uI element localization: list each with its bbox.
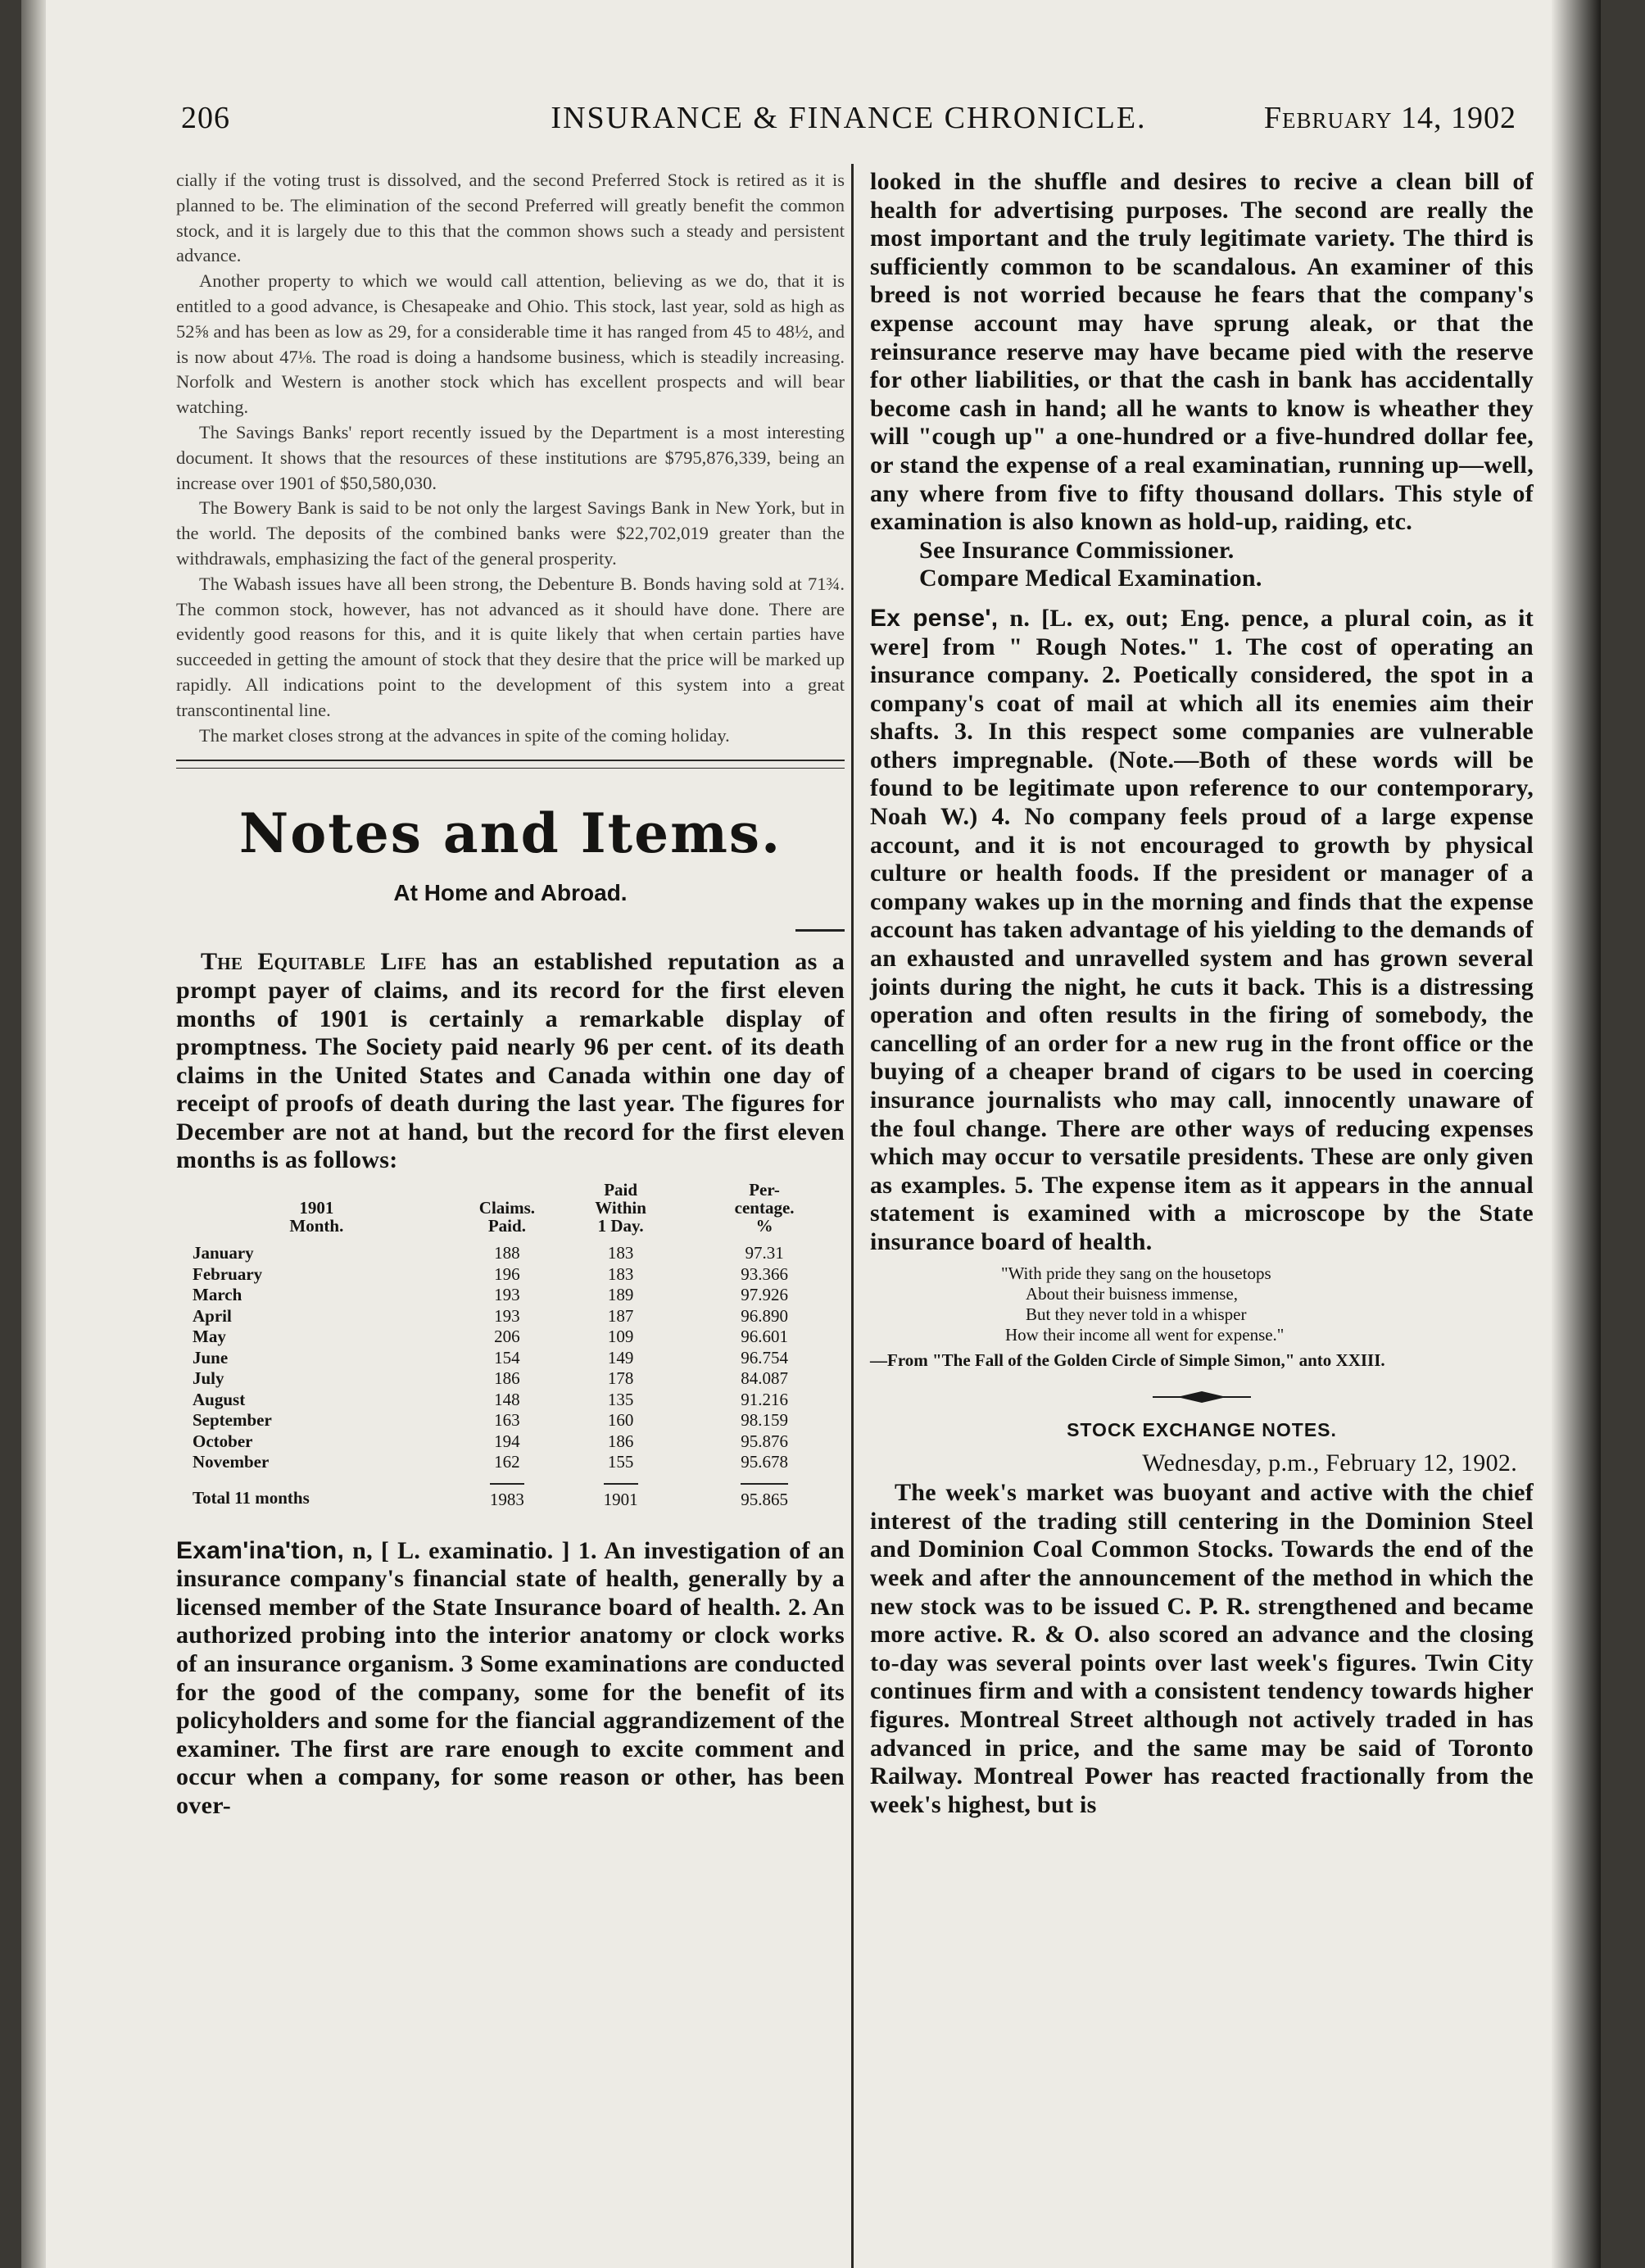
paid-within-cell: 149	[607, 1347, 634, 1368]
page-number: 206	[181, 101, 230, 135]
paid-within-cell: 186	[607, 1431, 634, 1451]
table-total-row	[176, 1473, 845, 1513]
market-paragraph: Another property to which we would call attention, believing as we do, that it is entitled to a good advance, is Chesapeake and Ohio. This stock, last year, sold as high as 52⅝ and has been as low as 29, for a considerable time it has ranged from 45 to 48½, and is now about 47⅛. The road is doing a handsome business, which is steadily increasing. Norfolk and Western is another stock which has excellent prospects and will bear watching.	[176, 270, 845, 418]
equitable-lead: The Equitable Life	[201, 948, 427, 976]
claims-cell: 186	[494, 1368, 520, 1389]
total-value-text: 1901	[604, 1483, 638, 1513]
short-rule	[795, 929, 845, 932]
total-value	[457, 1473, 557, 1513]
market-paragraph: The Savings Banks' report recently issued by the Department is a most interesting document. It shows that the resources of these institutions are $795,876,339, being an increase over 1901 of $50,580,030.	[176, 421, 845, 493]
see-also: See Insurance Commissioner.	[919, 536, 1235, 564]
month-cell: March	[193, 1285, 242, 1305]
table-header-row	[176, 1180, 845, 1243]
claims-cell: 188	[494, 1243, 520, 1263]
equitable-item	[176, 948, 845, 1175]
market-paragraph: The market closes strong at the advances in spite of the coming holiday.	[199, 724, 730, 746]
expense-headword: Ex pense',	[870, 604, 999, 632]
month-cell: April	[193, 1305, 232, 1326]
table-row	[176, 1243, 845, 1264]
publication-title: INSURANCE & FINANCE CHRONICLE.	[551, 101, 1147, 135]
total-label-text: Total 11 months	[193, 1487, 310, 1508]
examination-continued	[870, 168, 1534, 593]
market-paragraph: The Wabash issues have all been strong, the Debenture B. Bonds having sold at 71¾. The common stock, however, has not advanced as it should have done. There are evidently good reasons for this, and it is quite likely that when certain parties have succeeded in getting the amount of stock that they desire that the price will be marked up rapidly. All indications point to the development of this system into a great transcontinental line.	[176, 573, 845, 720]
paid-within-cell: 183	[607, 1263, 634, 1284]
table-row	[176, 1306, 845, 1327]
month-cell: January	[193, 1243, 254, 1263]
section-rule	[176, 760, 845, 769]
paid-within-cell: 160	[607, 1410, 634, 1431]
table-row	[176, 1390, 845, 1411]
notes-subheading: At Home and Abroad.	[393, 880, 628, 906]
newspaper-page	[21, 0, 1601, 2268]
table-row	[176, 1368, 845, 1390]
month-cell: November	[193, 1452, 270, 1472]
paid-within-cell: 109	[607, 1327, 634, 1347]
examination-text: n, [ L. examinatio. ] 1. An investigation of an insurance company's financial state of health, generally by a licensed member of the State Insurance board of health. 2. An authorized probing into the interior anatomy or clock works of an insurance organism. 3 Some examinations are conducted for the good of the company, some for the benefit of its policyholders and some for the fiancial aggrandizement of the examiner. The first are rare enough to excite comment and occur when a company, for some reason or other, has been over-	[176, 1536, 845, 1819]
examination-entry	[176, 1537, 845, 1821]
column-divider	[851, 164, 854, 2268]
market-paragraph: The Bowery Bank is said to be not only the largest Savings Bank in New York, but in the world. The deposits of the combined banks were $22,702,019 greater than the withdrawals, emphasizing the fact of the general prosperity.	[176, 497, 845, 569]
claims-cell: 206	[494, 1327, 520, 1347]
table-row	[176, 1431, 845, 1453]
table-row	[176, 1285, 845, 1306]
total-value	[557, 1473, 684, 1513]
table-row	[176, 1452, 845, 1473]
percentage-cell: 91.216	[741, 1389, 788, 1409]
poem	[870, 1263, 1534, 1371]
percentage-cell: 97.926	[741, 1285, 788, 1305]
page-header	[181, 90, 1516, 147]
claims-cell: 162	[494, 1452, 520, 1472]
paid-within-cell: 178	[607, 1368, 634, 1389]
stock-exchange-title: STOCK EXCHANGE NOTES.	[1067, 1418, 1337, 1440]
paid-within-cell: 135	[607, 1389, 634, 1409]
poem-line: About their buisness immense,	[1026, 1283, 1238, 1304]
notes-heading: Notes and Items.	[238, 801, 782, 866]
paid-within-cell: 155	[607, 1452, 634, 1472]
expense-entry	[870, 605, 1534, 1257]
paid-within-cell: 189	[607, 1285, 634, 1305]
poem-line: "With pride they sang on the housetops	[1001, 1263, 1271, 1283]
table-row	[176, 1410, 845, 1431]
market-paragraph: cially if the voting trust is dissolved, and the second Preferred Stock is retired as it is planned to be. The elimination of the second Preferred will greatly benefit the common stock, and it is largely due to this that the common shows such a steady and persistent advance.	[176, 170, 845, 266]
percentage-cell: 96.754	[741, 1347, 788, 1368]
month-cell: September	[193, 1410, 272, 1431]
claims-cell: 148	[494, 1389, 520, 1409]
percentage-cell: 95.876	[741, 1431, 788, 1451]
left-column	[176, 168, 845, 1821]
poem-source: —From "The Fall of the Golden Circle of Simple Simon," anto XXIII.	[870, 1349, 1385, 1370]
percentage-cell: 96.890	[741, 1305, 788, 1326]
col-header-month: 1901 Month.	[289, 1198, 344, 1236]
month-cell: July	[193, 1368, 224, 1389]
claims-cell: 193	[494, 1305, 520, 1326]
claims-cell: 163	[494, 1410, 520, 1431]
poem-line: How their income all went for expense."	[1005, 1324, 1285, 1345]
equitable-text: has an established reputation as a prompt payer of claims, and its record for the first eleven months of 1901 is certainly a remarkable display of promptness. The Society paid nearly 96 per cent. of its death claims in the United States and Canada within one day of receipt of proofs of death during the last year. The figures for December are not at hand, but the record for the first eleven months is as follows:	[176, 948, 845, 1174]
percentage-cell: 95.678	[741, 1452, 788, 1472]
total-value	[684, 1473, 845, 1513]
month-cell: August	[193, 1389, 246, 1409]
ornament-icon	[1153, 1390, 1251, 1404]
col-header-percentage: Per- centage. %	[734, 1180, 795, 1236]
month-cell: June	[193, 1347, 229, 1368]
expense-text: n. [L. ex, out; Eng. pence, a plural coin, as it were] from " Rough Notes." 1. The cost of operating an insurance company. 2. Poetically considered, the spot in a company's coat of mail at which all its enemies aim their shafts. 3. In this respect some companies are vulnerable others impregnable. (Note.—Both of these words will be found to be legitimate upon reference to our contemporary, Noah W.) 4. No company feels proud of a large expense account, and it is not encouraged to growth by physical culture or health foods. If the president or manager of a company wakes up in the morning and finds that the expense account has taken advantage of his yielding to the demands of an exhausted and unravelled system and has grown several joints during the night, he cuts it back. This is a distressing operation and often results in the firing of somebody, the cancelling of an order for a new rug in the front office or the buying of a cheaper brand of cigars to be used in coercing insurance journalists who may call, innocently unaware of the foul change. There are other ways of reducing expenses which may occur to versatile presidents. These are only given as examples. 5. The expense item as it appears in the annual statement is examined with a microscope by the State insurance board of health.	[870, 604, 1534, 1255]
compare-note: Compare Medical Examination.	[919, 565, 1262, 592]
table-row	[176, 1264, 845, 1286]
claims-cell: 193	[494, 1285, 520, 1305]
stock-exchange-notes	[870, 1449, 1534, 1820]
claims-table	[176, 1180, 845, 1513]
table-row	[176, 1348, 845, 1369]
total-label	[176, 1473, 457, 1513]
col-header-paid-within: Paid Within 1 Day.	[595, 1180, 646, 1236]
paid-within-cell: 183	[607, 1243, 634, 1263]
examination-continued-text: looked in the shuffle and desires to recive a clean bill of health for advertising purposes. The second are really the most important and the truly legitimate variety. The third is sufficiently common to be scandalous. An examiner of this breed is not worried because he fears that the company's expense account may have sprung aleak, or that the reinsurance reserve may have became pied with the reserve for other liabilities, or that the cash in bank has accidentally become cash in hand; all he wants to know is wheather they will "cough up" a one-hundred or a five-hundred dollar fee, or stand the expense of a real examinatian, running up—well, any where from five to fifty thousand dollars. This style of examination is also known as hold-up, raiding, etc.	[870, 168, 1534, 536]
month-cell: May	[193, 1327, 226, 1347]
total-value-text: 1983	[490, 1483, 524, 1513]
right-column	[870, 168, 1534, 1819]
percentage-cell: 93.366	[741, 1263, 788, 1284]
percentage-cell: 96.601	[741, 1327, 788, 1347]
month-cell: February	[193, 1263, 263, 1284]
table-row	[176, 1327, 845, 1348]
month-cell: October	[193, 1431, 253, 1451]
claims-cell: 196	[494, 1263, 520, 1284]
col-header-claims: Claims. Paid.	[478, 1198, 536, 1236]
claims-cell: 194	[494, 1431, 520, 1451]
ornament-divider	[870, 1390, 1534, 1408]
examination-headword: Exam'ina'tion,	[176, 1536, 345, 1564]
percentage-cell: 84.087	[741, 1368, 788, 1389]
stock-text: The week's market was buoyant and active with the chief interest of the trading still centering in the Dominion Steel and Dominion Coal Common Stocks. Towards the end of the week and after the announcement of the method in which the new stock was to be issued C. P. R. strengthened and became more active. R. & O. also scored an advance and the closing to-day was several points over last week's figures. Twin City continues firm and with a consistent tendency towards higher figures. Montreal Street although not actively traded in has advanced in price, and the same may be said of Toronto Railway. Montreal Power has reacted fractionally from the week's highest, but is	[870, 1479, 1534, 1818]
percentage-cell: 98.159	[741, 1410, 788, 1431]
paid-within-cell: 187	[607, 1305, 634, 1326]
stock-dateline: Wednesday, p.m., February 12, 1902.	[1142, 1449, 1517, 1476]
issue-date: February 14, 1902	[1263, 101, 1516, 135]
total-value-text: 95.865	[741, 1483, 788, 1513]
poem-line: But they never told in a whisper	[1026, 1304, 1247, 1324]
market-report	[176, 168, 845, 748]
percentage-cell: 97.31	[745, 1243, 784, 1263]
claims-cell: 154	[494, 1347, 520, 1368]
